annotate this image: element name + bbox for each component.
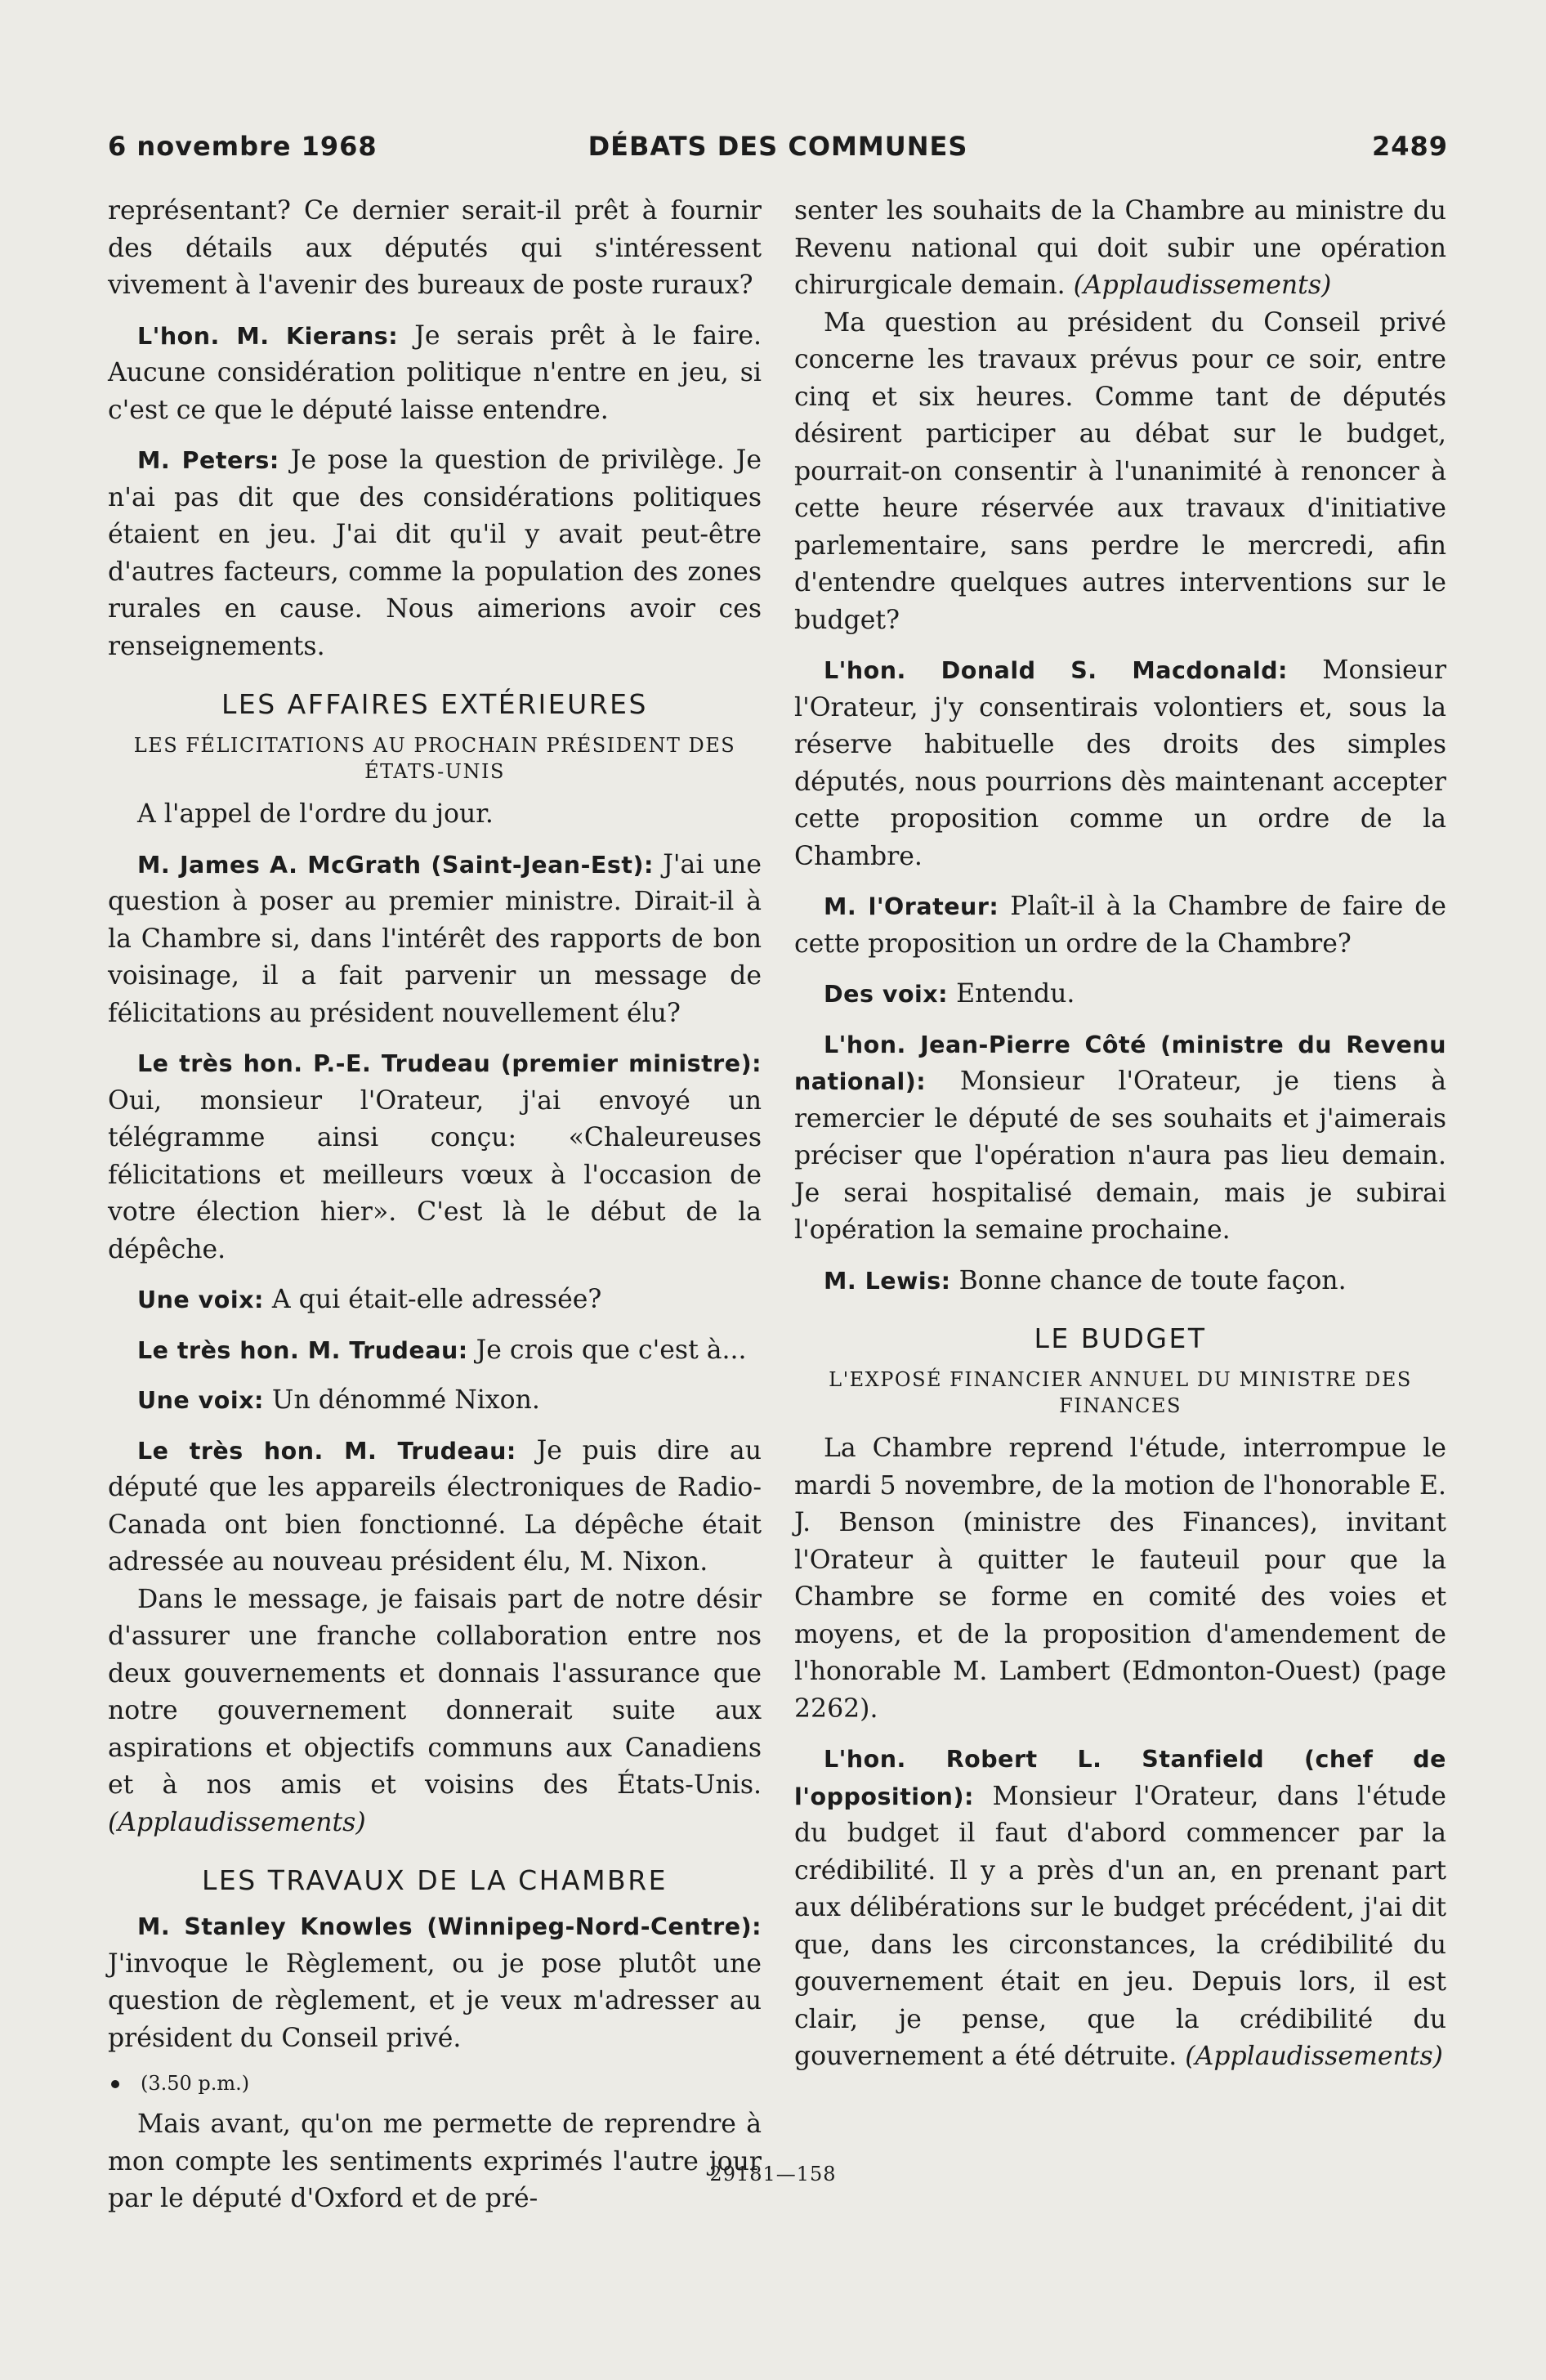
speech [108, 1045, 762, 1268]
speech-text: Oui, monsieur l'Orateur, j'ai envoyé un télégramme ainsi conçu: «Chaleureuses félicitations et meilleurs vœux à l'occasion de votre élection hier». C'est là le début de la dépêche. [108, 1085, 762, 1264]
right-column [794, 193, 1446, 2089]
speaker-name: M. James A. McGrath (Saint-Jean-Est): [137, 851, 654, 879]
speaker-name: L'hon. Jean-Pierre Côté (ministre du Revenu national): [794, 1031, 1446, 1095]
paragraph [108, 1581, 762, 1842]
speech-text: Monsieur l'Orateur, dans l'étude du budget il faut d'abord commencer par la crédibilité. Il y a près d'un an, en prenant part aux délibérations sur le budget précédent, j'ai dit que, dans les circonstances, la crédibilité du gouvernement était en jeu. Depuis lors, il est clair, je pense, que la crédibilité du gouvernement a été détruite. [794, 1781, 1446, 2071]
speech-text: Je pose la question de privilège. Je n'ai pas dit que des considérations politiques étaient en jeu. J'ai dit qu'il y avait peut-être d'autres facteurs, comme la population des zones rurales en cause. Nous aimerions avoir ces renseignements. [108, 445, 762, 661]
speech-text: Plaît-il à la Chambre de faire de cette proposition un ordre de la Chambre? [794, 892, 1446, 959]
speech [108, 847, 762, 1033]
left-column [108, 193, 762, 2231]
speech [108, 1382, 762, 1420]
section-subheading: L'EXPOSÉ FINANCIER ANNUEL DU MINISTRE DES FINANCES [829, 1368, 1412, 1417]
section-heading: LE BUDGET [1034, 1322, 1207, 1354]
paragraph-text: A l'appel de l'ordre du jour. [137, 799, 494, 829]
header-page-number: 2489 [1371, 131, 1448, 162]
speech [108, 1332, 762, 1370]
speaker-name: M. Lewis: [824, 1267, 951, 1295]
section-subheading: LES FÉLICITATIONS AU PROCHAIN PRÉSIDENT DES ÉTATS-UNIS [133, 734, 736, 783]
speaker-name: M. Stanley Knowles (Winnipeg-Nord-Centre): [137, 1913, 762, 1940]
speaker-name: L'hon. M. Kierans: [137, 322, 399, 350]
speaker-name: Des voix: [824, 981, 949, 1008]
page-header [108, 131, 1448, 172]
speech-text: Entendu. [948, 979, 1075, 1009]
page-footer: 29181—158 [709, 2163, 837, 2185]
paragraph-text: Ma question au président du Conseil privé concerne les travaux prévus pour ce soir, entre cinq et six heures. Comme tant de députés désirent participer au débat sur le budget, pourrait-on consentir à l'unanimité à renoncer à cette heure réservée aux travaux d'initiative parlementaire, sans perdre le mercredi, afin d'entendre quelques autres interventions sur le budget? [794, 307, 1446, 635]
paragraph [794, 305, 1446, 640]
paragraph [108, 193, 762, 305]
speech [108, 318, 762, 430]
applause-note: (Applaudissements) [1073, 271, 1332, 300]
speech-text: Je crois que c'est à... [467, 1335, 747, 1365]
speaker-name: Une voix: [137, 1387, 264, 1414]
speech-text: Monsieur l'Orateur, je tiens à remercier le député de ses souhaits et j'aimerais préciser que l'opération n'aura pas lieu demain. Je serai hospitalisé demain, mais je subirai l'opération la semaine prochaine. [794, 1067, 1446, 1245]
speech [794, 1741, 1446, 2076]
time-text: (3.50 p.m.) [141, 2072, 250, 2095]
speaker-name: M. Peters: [137, 447, 279, 474]
speech-text: J'invoque le Règlement, ou je pose plutôt une question de règlement, et je veux m'adresser au président du Conseil privé. [108, 1948, 762, 2053]
speech [794, 1263, 1446, 1300]
speech [108, 1908, 762, 2057]
speech [108, 442, 762, 665]
speaker-name: Une voix: [137, 1286, 264, 1313]
speech [108, 1433, 762, 1581]
speaker-name: L'hon. Robert L. Stanfield (chef de l'opposition): [794, 1746, 1446, 1810]
speech-text: Je serais prêt à le faire. Aucune considération politique n'entre en jeu, si c'est ce que le député laisse entendre. [108, 320, 762, 425]
speech-text: Bonne chance de toute façon. [950, 1265, 1347, 1295]
speech [794, 888, 1446, 963]
paragraph-text: La Chambre reprend l'étude, interrompue le mardi 5 novembre, de la motion de l'honorable E. J. Benson (ministre des Finances), invitant l'Orateur à quitter le fauteuil pour que la Chambre se forme en comité des voies et moyens, et de la proposition d'amendement de l'honorable M. Lambert (Edmonton-Ouest) (page 2262). [794, 1434, 1446, 1724]
header-title: DÉBATS DES COMMUNES [588, 131, 968, 162]
speech-text: Je puis dire au député que les appareils électroniques de Radio-Canada ont bien fonctionné. La dépêche était adressée au nouveau président élu, M. Nixon. [108, 1435, 762, 1577]
speech-text: Un dénommé Nixon. [263, 1385, 540, 1415]
speaker-name: L'hon. Donald S. Macdonald: [824, 657, 1288, 684]
speech [108, 1282, 762, 1319]
bullet-icon [111, 2080, 119, 2088]
paragraph-text: Mais avant, qu'on me permette de reprendre à mon compte les sentiments exprimés l'autre jour par le député d'Oxford et de pré- [108, 2109, 762, 2213]
header-date: 6 novembre 1968 [108, 131, 378, 162]
speaker-name: Le très hon. P.-E. Trudeau (premier ministre): [137, 1050, 762, 1077]
speech-text: A qui était-elle adressée? [263, 1285, 602, 1314]
speaker-name: Le très hon. M. Trudeau: [137, 1336, 468, 1364]
paragraph [794, 193, 1446, 305]
speech [794, 976, 1446, 1013]
paragraph [108, 796, 762, 834]
applause-note: (Applaudissements) [108, 1807, 366, 1837]
speech-text: Monsieur l'Orateur, j'y consentirais volontiers et, sous la réserve habituelle des droits des simples députés, nous pourrions dès maintenant accepter cette proposition comme un ordre de la Chambre. [794, 655, 1446, 871]
speech [794, 652, 1446, 875]
speech-text: J'ai une question à poser au premier ministre. Dirait-il à la Chambre si, dans l'intérêt des rapports de bon voisinage, il a fait parvenir un message de félicitations au président nouvellement élu? [108, 849, 762, 1028]
time-marker [108, 2070, 762, 2096]
paragraph-text: Dans le message, je faisais part de notre désir d'assurer une franche collaboration entre nos deux gouvernements et donnais l'assurance que notre gouvernement donnerait suite aux aspirations et objectifs communs aux Canadiens et à nos amis et voisins des États-Unis. [108, 1584, 762, 1800]
speaker-name: M. l'Orateur: [824, 893, 999, 920]
paragraph-text: senter les souhaits de la Chambre au ministre du Revenu national qui doit subir une opération chirurgicale demain. [794, 196, 1446, 300]
paragraph [794, 1430, 1446, 1728]
speaker-name: Le très hon. M. Trudeau: [137, 1437, 516, 1465]
paragraph-text: représentant? Ce dernier serait-il prêt à fournir des détails aux députés qui s'intéressent vivement à l'avenir des bureaux de poste ruraux? [108, 196, 762, 300]
applause-note: (Applaudissements) [1185, 2042, 1443, 2071]
section-heading: LES TRAVAUX DE LA CHAMBRE [202, 1864, 668, 1896]
section-heading: LES AFFAIRES EXTÉRIEURES [221, 688, 648, 720]
speech [794, 1027, 1446, 1250]
